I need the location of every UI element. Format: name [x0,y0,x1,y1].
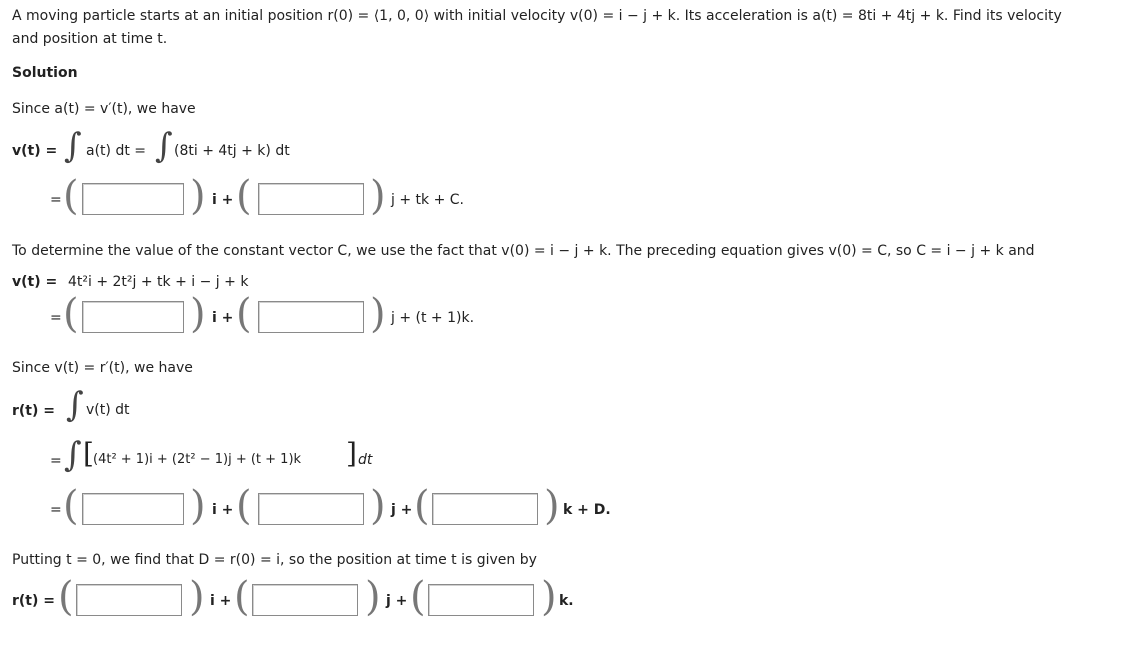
v2-i-input[interactable] [82,301,184,333]
rf-i-input[interactable] [76,584,182,616]
open-paren: ( [58,574,74,620]
open-paren: ( [236,291,252,337]
v2-tail: j + (t + 1)k. [391,310,475,326]
equals-sign: = [50,310,62,326]
v2-j-input[interactable] [258,301,364,333]
r-integrand-expanded: (4t² + 1)i + (2t² − 1)j + (t + 1)k [93,452,302,467]
integral-sign: ∫ [66,385,84,425]
r-integrand: v(t) dt [86,402,130,418]
rf-k-input[interactable] [428,584,534,616]
open-bracket: [ [83,437,94,470]
step2-intro: To determine the value of the constant vector C, we use the fact that v(0) = i − j + k. The preceding equation gives v(0) = C, so C = i − j + k and [12,243,1035,259]
r-i-input[interactable] [82,493,184,525]
integrand-b: (8ti + 4tj + k) dt [174,143,290,159]
close-paren: ) [190,483,206,529]
j-plus-label: j + [391,502,413,518]
close-paren: ) [370,173,386,219]
solution-heading: Solution [12,65,78,81]
dt-label: dt [358,452,373,468]
close-paren: ) [190,291,206,337]
rf-j-input[interactable] [252,584,358,616]
close-paren: ) [544,483,560,529]
step3-intro: Since v(t) = r′(t), we have [12,360,193,376]
i-plus-label: i + [212,502,234,518]
problem-text-line1: A moving particle starts at an initial position r(0) = ⟨1, 0, 0⟩ with initial velocity v(0) = i − j + k. Its acceleration is a(t) = 8ti + 4tj + k. Find its velocity [12,8,1062,24]
integral-sign: ∫ [64,126,82,166]
integral-sign: ∫ [155,126,173,166]
open-paren: ( [236,173,252,219]
step1-intro: Since a(t) = v′(t), we have [12,101,196,117]
equals-sign: = [50,192,62,208]
i-plus-label: i + [212,192,234,208]
i-plus-label: i + [212,310,234,326]
close-paren: ) [189,574,205,620]
step4-intro: Putting t = 0, we find that D = r(0) = i, so the position at time t is given by [12,552,537,568]
v-expr: 4t²i + 2t²j + tk + i − j + k [68,274,249,290]
r-j-input[interactable] [258,493,364,525]
close-paren: ) [365,574,381,620]
v-expr-label: v(t) = [12,274,58,290]
v-tail: j + tk + C. [391,192,464,208]
rf-tail: k. [559,593,574,609]
j-plus-label: j + [386,593,408,609]
integral-sign: ∫ [64,435,82,475]
open-paren: ( [410,574,426,620]
open-paren: ( [234,574,250,620]
open-paren: ( [63,483,79,529]
r-tail: k + D. [563,502,611,518]
close-paren: ) [541,574,557,620]
problem-text-line2: and position at time t. [12,31,168,47]
open-paren: ( [236,483,252,529]
open-paren: ( [63,173,79,219]
i-plus-label: i + [210,593,232,609]
close-paren: ) [370,483,386,529]
close-bracket: ] [346,437,357,470]
integrand-a: a(t) dt = [86,143,146,159]
open-paren: ( [414,483,430,529]
v-label: v(t) = [12,143,58,159]
r-label: r(t) = [12,403,55,419]
equals-sign: = [50,502,62,518]
r-k-input[interactable] [432,493,538,525]
equals-sign: = [50,453,62,469]
close-paren: ) [190,173,206,219]
v-i-input[interactable] [82,183,184,215]
rf-label: r(t) = [12,593,55,609]
close-paren: ) [370,291,386,337]
v-j-input[interactable] [258,183,364,215]
open-paren: ( [63,291,79,337]
